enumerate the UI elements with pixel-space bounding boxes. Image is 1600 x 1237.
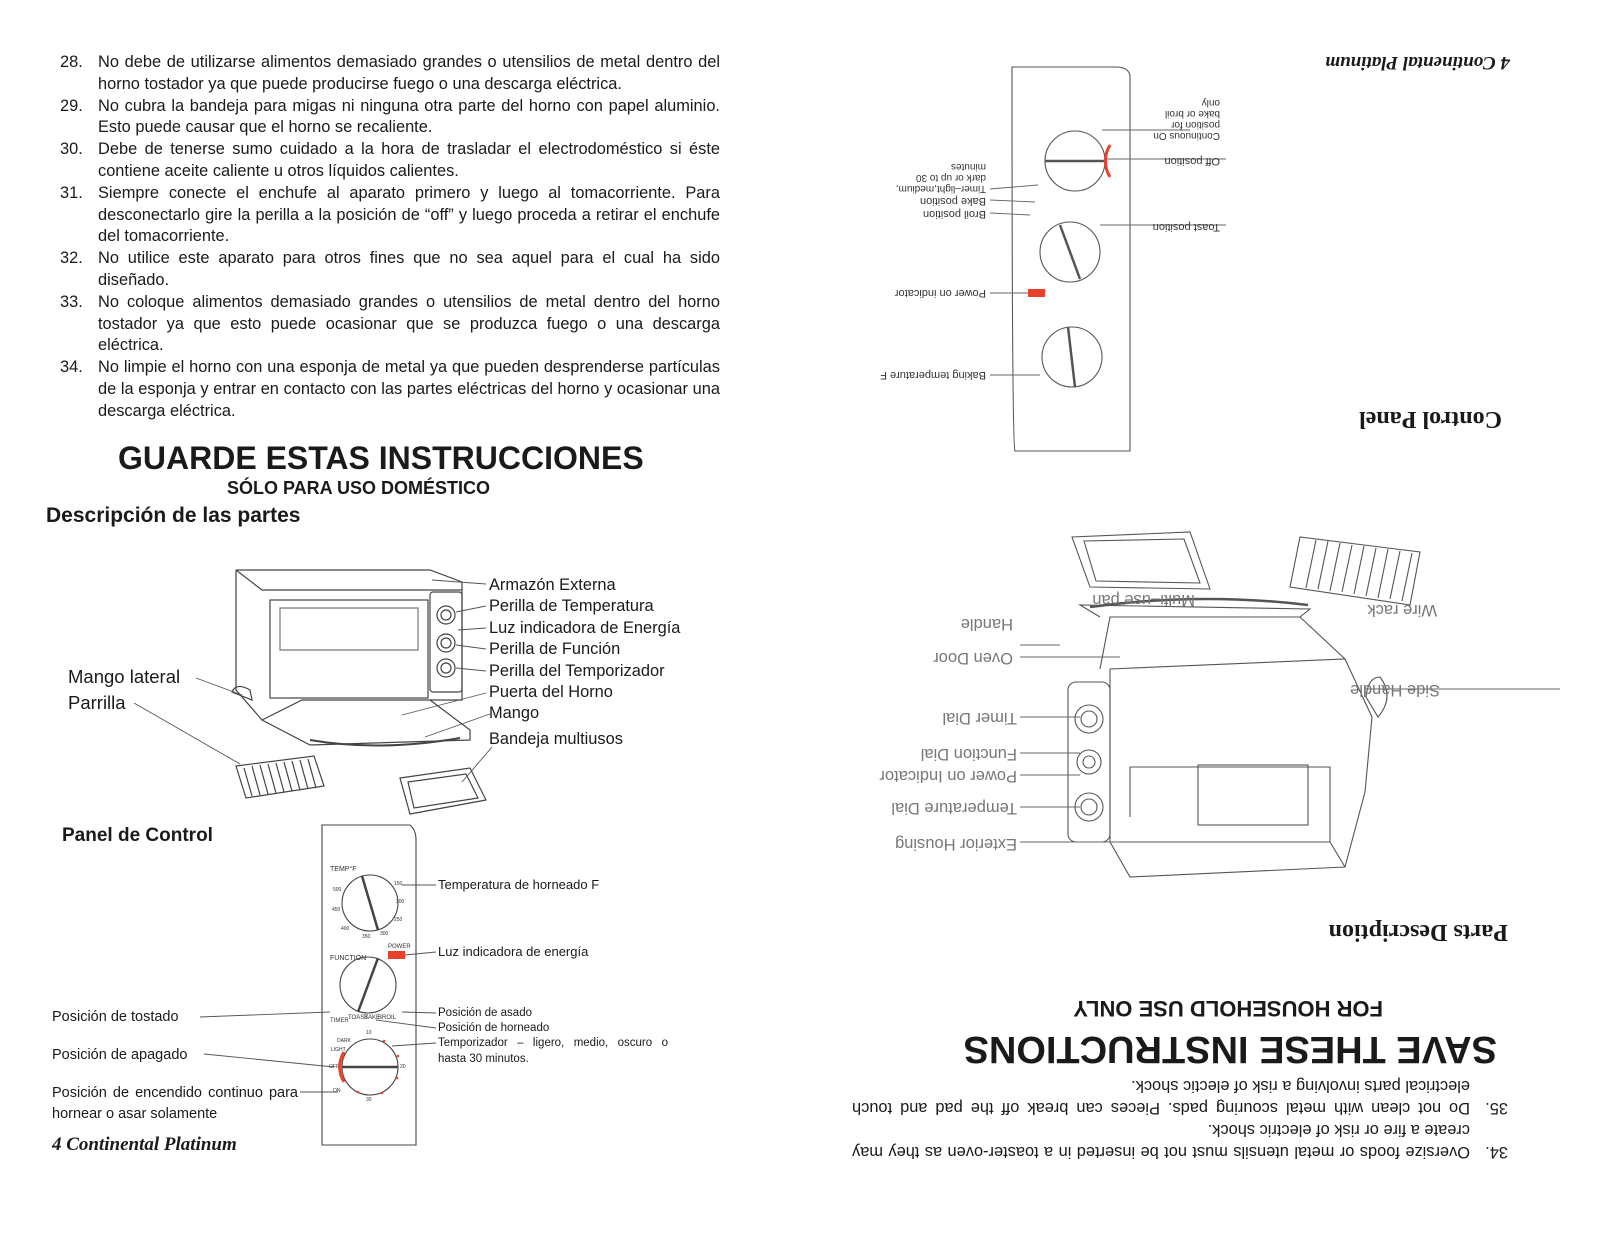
safety-list (60, 52, 720, 423)
label-off-position: Posición de apagado (52, 1047, 188, 1063)
mark-function: FUNCTION (330, 955, 367, 962)
page-footer: 4 Continental Platinum (1325, 52, 1510, 73)
mark-min-10: 10 (366, 1030, 372, 1036)
label-off-position: Off position (1164, 155, 1220, 167)
list-item: 32. No utilice este aparato para otros fines que no sea aquel para el cual ha sido diseñado. (60, 249, 720, 289)
timer-knob (1075, 705, 1103, 733)
function-dial (340, 957, 396, 1013)
label-side-handle: Side Handle (1350, 681, 1440, 699)
oven-window (270, 600, 428, 698)
label-bake-temp: Temperatura de horneado F (438, 877, 600, 892)
save-instructions-title: GUARDE ESTAS INSTRUCCIONES (118, 440, 644, 476)
label-continuous-position: Posición de encendido continuo para hornear o asar solamente (52, 1085, 298, 1122)
temp-knob (437, 606, 455, 624)
timer-knob (437, 659, 455, 677)
mark-off: OFF (329, 1064, 339, 1070)
temp-dial (1042, 327, 1102, 387)
oven-door (1100, 617, 1345, 669)
mark-min-20: 20 (400, 1064, 406, 1070)
power-indicator (388, 951, 405, 959)
mark-temp-200: 200 (396, 899, 405, 905)
multi-use-pan (1072, 532, 1210, 589)
label-timer-position: Timer–light,medium, dark or up to 30 minutes (895, 161, 986, 194)
mark-light: LIGHT (331, 1047, 346, 1053)
side-handle-shape (232, 686, 252, 700)
label-function-dial: Function Dial (920, 745, 1017, 763)
oven-door (262, 700, 470, 745)
label-rack: Parrilla (68, 692, 126, 713)
mark-power: POWER (388, 944, 411, 950)
mark-dark: DARK (337, 1038, 351, 1044)
oven-window (1198, 765, 1308, 825)
timer-dial (342, 1039, 398, 1095)
label-handle: Handle (960, 615, 1013, 633)
wire-rack (236, 756, 324, 798)
label-rack: Wire rack (1367, 601, 1437, 619)
label-power-light: Luz indicadora de Energía (489, 619, 681, 637)
list-item: 35. Do not clean with metal scouring pads. Pieces can break off the pad and touch electrical parts involving a risk of electic shock. (852, 1077, 1508, 1117)
list-item: 33. No coloque alimentos demasiado grandes o utensilios de metal dentro del horno tostador ya que esto puede ocasionar que se produzca fuego o una descarga eléctrica. (60, 292, 720, 355)
function-dial (1040, 222, 1100, 282)
label-broil-position: Posición de asado (438, 1007, 532, 1019)
label-timer-dial: Perilla del Temporizador (489, 662, 665, 680)
mark-timer: TIMER (330, 1018, 349, 1024)
wire-rack (1290, 537, 1420, 605)
label-timer-position: Temporizador – ligero, medio, oscuro o hasta 30 minutos. (438, 1037, 668, 1065)
mark-temp-350: 350 (362, 934, 371, 940)
mark-temp-400: 400 (341, 926, 350, 932)
list-item: 28. No debe de utilizarse alimentos demasiado grandes o utensilios de metal dentro del horno tostador ya que puede producirse fuego o una descarga eléctrica. (60, 53, 720, 93)
label-continuous-position: Continuous On position for bake or broil only (1153, 97, 1220, 141)
label-toast-position: Posición de tostado (52, 1009, 179, 1025)
mark-temp: TEMP°F (330, 866, 357, 873)
label-bake-position: Bake position (919, 195, 986, 207)
label-temp-dial: Temperature Dial (891, 799, 1017, 817)
page-footer: 4 Continental Platinum (52, 1134, 237, 1155)
label-handle: Mango (489, 704, 540, 722)
label-function-dial: Perilla de Función (489, 640, 621, 658)
temp-knob (1075, 793, 1103, 821)
mark-temp-300: 300 (380, 931, 389, 937)
temp-dial (342, 875, 398, 931)
mark-broil: BROIL (378, 1015, 397, 1021)
household-subtitle: FOR HOUSEHOLD USE ONLY (1073, 996, 1383, 1021)
mark-bake: BAKE (364, 1015, 381, 1021)
label-pan: Multi–use pan (1092, 591, 1195, 609)
list-item: 31. Siempre conecte el enchufe al aparato primero y luego al tomacorriente. Para desconectarlo gire la perilla a la posición de “off” y luego proceda a retirar el enchufe del tomacorriente. (60, 183, 720, 246)
label-temp-dial: Perilla de Temperatura (489, 597, 654, 615)
left-page (0, 0, 780, 1237)
list-item: 34. Oversize foods or metal utensils must not be inserted in a toaster-oven as they may create a fire or risk of electric shock. (852, 1121, 1508, 1161)
save-instructions-title: SAVE THESE INSTRUCTIONS (963, 1028, 1497, 1070)
mark-temp-500: 500 (333, 887, 342, 893)
label-power-indicator: Power on indicator (894, 287, 986, 299)
label-bake-position: Posición de horneado (438, 1022, 550, 1034)
mark-temp-150: 150 (394, 881, 403, 887)
power-indicator (1028, 289, 1045, 297)
label-door: Puerta del Horno (489, 683, 613, 701)
function-knob (437, 634, 455, 652)
label-broil-position: Broil position (923, 208, 986, 220)
panel-outline (1012, 67, 1130, 451)
control-panel-heading: Panel de Control (62, 825, 213, 846)
mark-min-30: 30 (366, 1097, 372, 1103)
label-side-handle: Mango lateral (68, 666, 181, 687)
label-exterior: Armazón Externa (489, 576, 616, 594)
parts-heading: Parts Description (1328, 919, 1508, 945)
label-exterior: Exterior Housing (895, 835, 1017, 853)
oven-body-outline (1110, 659, 1372, 877)
mark-temp-250: 250 (394, 917, 403, 923)
label-pan: Bandeja multiusos (489, 730, 623, 748)
label-power-light: Power on Indicator (879, 767, 1017, 785)
function-knob (1077, 750, 1101, 774)
mark-on: ON (333, 1088, 341, 1094)
right-page (780, 0, 1600, 1237)
label-timer-dial: Timer Dial (942, 709, 1017, 727)
list-item: 30. Debe de tenerse sumo cuidado a la hora de trasladar el electrodoméstico si éste contiene aceite caliente u otros líquidos calientes. (60, 140, 720, 180)
parts-heading: Descripción de las partes (46, 504, 301, 527)
control-panel-heading: Control Panel (1359, 406, 1502, 432)
oven-body-outline (236, 570, 462, 700)
label-door: Oven Door (933, 649, 1013, 667)
label-power-indicator: Luz indicadora de energía (438, 944, 589, 959)
label-baking-temp: Baking temperature F (880, 369, 986, 381)
list-item: 29. No cubra la bandeja para migas ni ninguna otra parte del horno con papel aluminio. Esto puede causar que el horno se recaliente. (60, 96, 720, 137)
label-toast-position: Toast position (1152, 221, 1220, 233)
timer-dial (1045, 131, 1105, 191)
mark-temp-450: 450 (332, 907, 341, 913)
mark-toast: TOAST (348, 1015, 368, 1021)
multi-use-pan (400, 768, 486, 814)
household-subtitle: SÓLO PARA USO DOMÉSTICO (227, 478, 491, 498)
list-item: 34. No limpie el horno con una esponja de metal ya que pueden desprenderse partículas de la esponja y entrar en contacto con las partes eléctricas del horno y ocasionar una descarga eléctrica. (60, 358, 720, 420)
